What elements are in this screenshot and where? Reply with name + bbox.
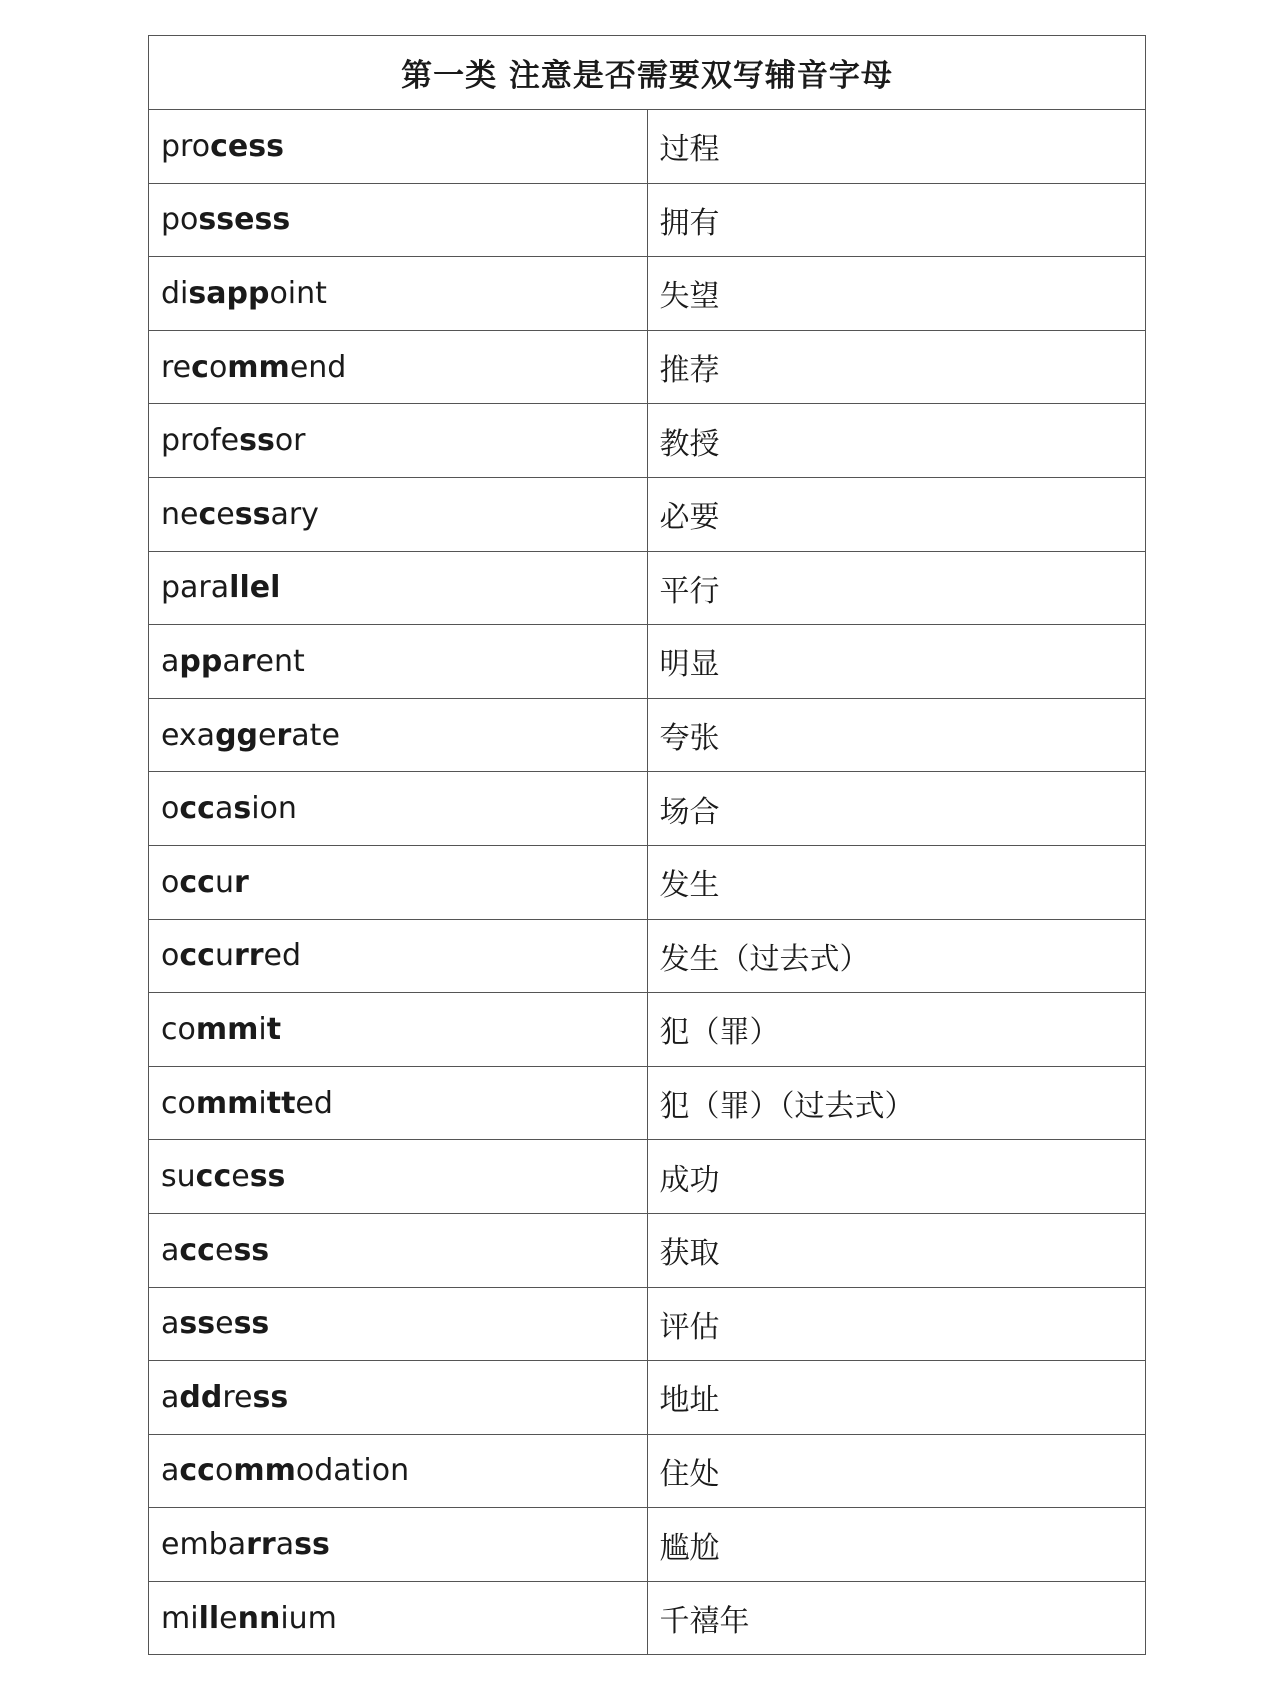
highlighted-letters: cc xyxy=(179,791,215,827)
english-word xyxy=(149,1140,648,1214)
word-fragment: ed xyxy=(295,1085,333,1121)
word-fragment: e xyxy=(231,1159,250,1195)
chinese-meaning: 犯（罪）（过去式） xyxy=(647,1066,1146,1140)
word-fragment: e xyxy=(214,1232,234,1268)
english-word xyxy=(149,625,648,699)
english-word xyxy=(149,1581,648,1655)
word-fragment: a xyxy=(161,1379,180,1415)
word-fragment: a xyxy=(222,643,241,679)
highlighted-letters: mm xyxy=(233,1453,296,1489)
word-fragment: ate xyxy=(291,717,340,753)
highlighted-letters: tt xyxy=(266,1085,296,1121)
word-fragment: o xyxy=(161,791,180,827)
word-fragment: po xyxy=(161,202,199,238)
chinese-meaning: 住处 xyxy=(647,1434,1146,1508)
english-word xyxy=(149,1361,648,1435)
highlighted-letters: cess xyxy=(210,128,284,164)
word-fragment: i xyxy=(258,1011,267,1047)
chinese-meaning: 成功 xyxy=(647,1140,1146,1214)
english-word xyxy=(149,1287,648,1361)
chinese-meaning: 平行 xyxy=(647,551,1146,625)
vocabulary-table xyxy=(148,35,1146,1655)
word-fragment: a xyxy=(161,1453,180,1489)
word-fragment: su xyxy=(161,1159,196,1195)
english-word xyxy=(149,772,648,846)
table-row xyxy=(149,919,1146,993)
chinese-meaning: 过程 xyxy=(647,110,1146,184)
word-fragment: a xyxy=(275,1527,295,1563)
highlighted-letters: sapp xyxy=(188,275,270,311)
word-fragment: o xyxy=(161,938,180,974)
table-row xyxy=(149,1361,1146,1435)
vocabulary-rows xyxy=(149,110,1146,1655)
highlighted-letters: dd xyxy=(179,1379,223,1415)
highlighted-letters: t xyxy=(266,1011,282,1047)
word-fragment: u xyxy=(214,938,234,974)
highlighted-letters: c xyxy=(191,349,209,385)
highlighted-letters: pp xyxy=(179,643,223,679)
word-fragment: end xyxy=(289,349,347,385)
english-word xyxy=(149,993,648,1067)
english-word xyxy=(149,477,648,551)
word-fragment: or xyxy=(274,423,306,459)
table-row xyxy=(149,1140,1146,1214)
highlighted-letters: ss xyxy=(249,1159,286,1195)
english-word xyxy=(149,1066,648,1140)
english-word xyxy=(149,1508,648,1582)
highlighted-letters: r xyxy=(240,643,256,679)
table-row xyxy=(149,1213,1146,1287)
word-fragment: a xyxy=(161,643,180,679)
chinese-meaning: 发生（过去式） xyxy=(647,919,1146,993)
word-fragment: ium xyxy=(280,1600,337,1636)
highlighted-letters: ss xyxy=(239,423,275,459)
table-row xyxy=(149,1066,1146,1140)
highlighted-letters: ss xyxy=(252,1379,289,1415)
word-fragment: re xyxy=(161,349,192,385)
table-row xyxy=(149,772,1146,846)
chinese-meaning: 千禧年 xyxy=(647,1581,1146,1655)
chinese-meaning: 地址 xyxy=(647,1361,1146,1435)
chinese-meaning: 发生 xyxy=(647,845,1146,919)
chinese-meaning: 必要 xyxy=(647,477,1146,551)
word-fragment: emba xyxy=(161,1527,247,1563)
word-fragment: o xyxy=(161,864,180,900)
word-fragment: ion xyxy=(251,791,297,827)
table-row xyxy=(149,625,1146,699)
word-fragment: co xyxy=(161,1011,196,1047)
highlighted-letters: cc xyxy=(179,938,215,974)
table-row xyxy=(149,110,1146,184)
chinese-meaning: 获取 xyxy=(647,1213,1146,1287)
highlighted-letters: rr xyxy=(233,938,264,974)
highlighted-letters: ll xyxy=(198,1600,220,1636)
word-fragment: i xyxy=(258,1085,267,1121)
english-word xyxy=(149,1213,648,1287)
highlighted-letters: ss xyxy=(233,1306,270,1342)
highlighted-letters: mm xyxy=(195,1085,259,1121)
table-title: 第一类 注意是否需要双写辅音字母 xyxy=(149,36,1146,110)
highlighted-letters: nn xyxy=(237,1600,281,1636)
word-fragment: re xyxy=(222,1379,253,1415)
word-fragment: mi xyxy=(161,1600,199,1636)
word-fragment: para xyxy=(161,570,230,606)
table-row xyxy=(149,845,1146,919)
highlighted-letters: ss xyxy=(233,1232,270,1268)
table-row xyxy=(149,1508,1146,1582)
table-row xyxy=(149,330,1146,404)
highlighted-letters: llel xyxy=(229,570,281,606)
word-fragment: pro xyxy=(161,128,211,164)
highlighted-letters: gg xyxy=(215,717,259,753)
word-fragment: e xyxy=(258,717,277,753)
english-word xyxy=(149,257,648,331)
table-row xyxy=(149,477,1146,551)
english-word xyxy=(149,110,648,184)
highlighted-letters: s xyxy=(233,791,252,827)
table-row xyxy=(149,1581,1146,1655)
english-word xyxy=(149,698,648,772)
highlighted-letters: r xyxy=(233,864,249,900)
chinese-meaning: 评估 xyxy=(647,1287,1146,1361)
word-fragment: e xyxy=(216,496,235,532)
chinese-meaning: 拥有 xyxy=(647,183,1146,257)
highlighted-letters: ssess xyxy=(198,202,291,238)
word-fragment: ne xyxy=(161,496,199,532)
chinese-meaning: 失望 xyxy=(647,257,1146,331)
chinese-meaning: 明显 xyxy=(647,625,1146,699)
word-fragment: o xyxy=(208,349,228,385)
word-fragment: co xyxy=(161,1085,196,1121)
highlighted-letters: c xyxy=(198,496,217,532)
highlighted-letters: ss xyxy=(294,1527,330,1563)
english-word xyxy=(149,330,648,404)
chinese-meaning: 推荐 xyxy=(647,330,1146,404)
highlighted-letters: ss xyxy=(179,1306,216,1342)
word-fragment: e xyxy=(219,1600,238,1636)
table-row xyxy=(149,551,1146,625)
highlighted-letters: mm xyxy=(227,349,290,385)
table-row xyxy=(149,183,1146,257)
chinese-meaning: 犯（罪） xyxy=(647,993,1146,1067)
word-fragment: exa xyxy=(161,717,216,753)
english-word xyxy=(149,1434,648,1508)
word-fragment: odation xyxy=(295,1453,410,1489)
english-word xyxy=(149,845,648,919)
table-row xyxy=(149,1287,1146,1361)
table-row xyxy=(149,404,1146,478)
word-fragment: ed xyxy=(263,938,302,974)
english-word xyxy=(149,551,648,625)
english-word xyxy=(149,404,648,478)
highlighted-letters: mm xyxy=(195,1011,259,1047)
word-fragment: oint xyxy=(269,275,327,311)
highlighted-letters: cc xyxy=(179,864,215,900)
english-word xyxy=(149,919,648,993)
word-fragment: a xyxy=(161,1306,180,1342)
highlighted-letters: rr xyxy=(246,1527,276,1563)
table-row xyxy=(149,1434,1146,1508)
english-word xyxy=(149,183,648,257)
table-row xyxy=(149,993,1146,1067)
word-fragment: ent xyxy=(255,643,305,679)
vocabulary-sheet xyxy=(148,35,1146,1655)
highlighted-letters: cc xyxy=(179,1453,215,1489)
word-fragment: u xyxy=(214,864,234,900)
chinese-meaning: 场合 xyxy=(647,772,1146,846)
word-fragment: ary xyxy=(270,496,319,532)
word-fragment: profe xyxy=(161,423,240,459)
word-fragment: e xyxy=(215,1306,234,1342)
chinese-meaning: 夸张 xyxy=(647,698,1146,772)
highlighted-letters: cc xyxy=(179,1232,215,1268)
chinese-meaning: 尴尬 xyxy=(647,1508,1146,1582)
highlighted-letters: cc xyxy=(195,1159,232,1195)
chinese-meaning: 教授 xyxy=(647,404,1146,478)
highlighted-letters: ss xyxy=(234,496,271,532)
table-row xyxy=(149,257,1146,331)
word-fragment: o xyxy=(214,1453,234,1489)
table-row xyxy=(149,698,1146,772)
word-fragment: a xyxy=(161,1232,180,1268)
word-fragment: di xyxy=(161,275,189,311)
highlighted-letters: r xyxy=(276,717,292,753)
word-fragment: a xyxy=(214,791,234,827)
